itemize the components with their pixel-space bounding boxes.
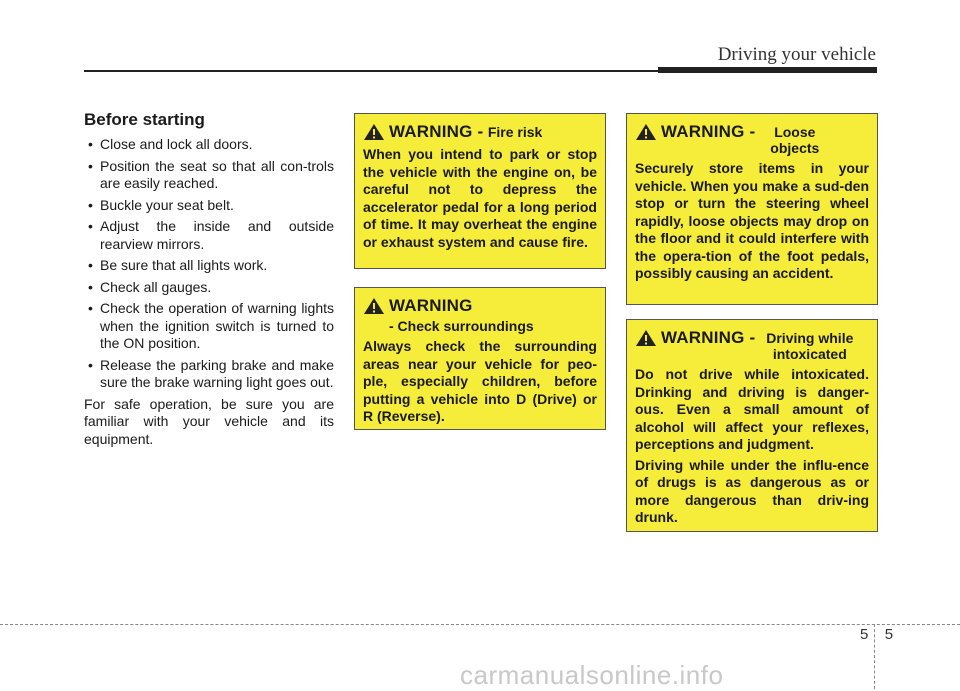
safety-note: For safe operation, be sure you are familiar with your vehicle and its equipment. xyxy=(84,395,334,447)
warning-subtitle: - Check surroundings xyxy=(389,318,534,334)
page-number xyxy=(860,626,893,643)
warning-body: Driving while under the influ-ence of drugs is as dangerous as or more dangerous than driv-ing drunk. xyxy=(635,456,869,525)
header-rule xyxy=(84,70,658,72)
warning-label: WARNING xyxy=(389,296,473,315)
warning-fire-risk xyxy=(354,113,606,269)
warning-triangle-icon xyxy=(635,329,657,347)
checklist-item: • Close and lock all doors. xyxy=(84,136,334,154)
warning-subtitle: Loose objects xyxy=(770,124,820,156)
section-title: Driving your vehicle xyxy=(717,44,876,65)
checklist-item: • Be sure that all lights work. xyxy=(84,257,334,275)
warning-label: WARNING - xyxy=(661,122,756,141)
warning-body: Do not drive while intoxicated. Drinking and driving is danger-ous. Even a small amount of alcohol will affect your reflexes, perceptions and judgment. xyxy=(635,366,869,452)
warning-check-surroundings xyxy=(354,287,606,430)
warning-label: WARNING - xyxy=(661,328,756,347)
before-starting-section xyxy=(84,110,334,448)
chapter-number: 5 xyxy=(860,626,869,643)
watermark: carmanualsonline.info xyxy=(460,660,724,690)
warning-triangle-icon xyxy=(363,297,385,315)
warning-driving-intoxicated xyxy=(626,319,878,532)
header-rule-accent xyxy=(658,67,877,73)
checklist-item: • Position the seat so that all con-trols are easily reached. xyxy=(84,158,334,193)
checklist-item: • Adjust the inside and outside rearview mirrors. xyxy=(84,218,334,253)
footer-rule xyxy=(0,624,960,625)
checklist-item: • Release the parking brake and make sure the brake warning light goes out. xyxy=(84,357,334,392)
warning-loose-objects xyxy=(626,113,878,305)
checklist-item: • Check the operation of warning lights when the ignition switch is turned to the ON position. xyxy=(84,300,334,353)
checklist-item: • Buckle your seat belt. xyxy=(84,197,334,215)
before-starting-heading: Before starting xyxy=(84,110,205,129)
warning-subtitle: Driving while intoxicated xyxy=(766,330,854,362)
checklist-item: • Check all gauges. xyxy=(84,279,334,297)
warning-subtitle: Fire risk xyxy=(487,124,543,140)
checklist xyxy=(84,136,334,392)
warning-triangle-icon xyxy=(363,123,385,141)
warning-body: Securely store items in your vehicle. When you make a sud-den stop or turn the steering wheel rapidly, loose objects may drop on the floor and it could interfere with the opera-tion of the foot pedals, possibly causing an accident. xyxy=(635,160,869,281)
warning-label: WARNING - xyxy=(389,122,484,141)
warning-body: Always check the surrounding areas near your vehicle for peo-ple, especially children, before putting a vehicle into D (Drive) or R (Reverse). xyxy=(363,338,597,424)
page-in-chapter: 5 xyxy=(884,626,894,643)
warning-body: When you intend to park or stop the vehicle with the engine on, be careful not to depress the accelerator pedal for a long period of time. It may overheat the engine or exhaust system and cause fire. xyxy=(363,146,597,250)
warning-triangle-icon xyxy=(635,123,657,141)
